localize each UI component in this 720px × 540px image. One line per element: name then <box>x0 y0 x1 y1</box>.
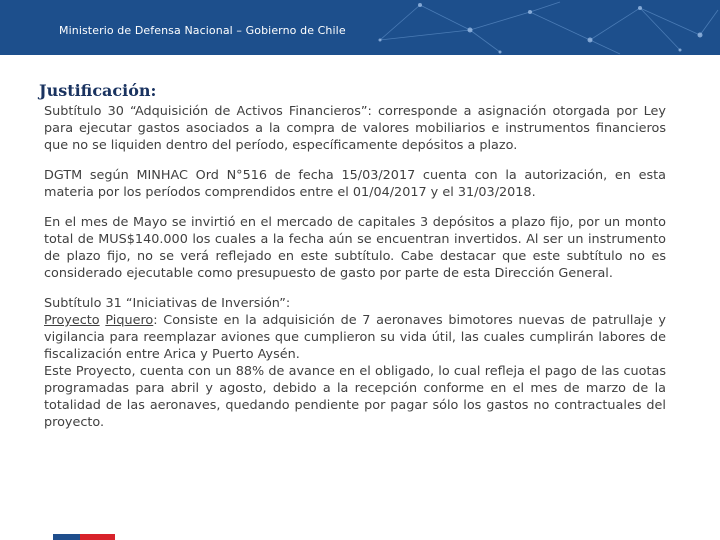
paragraph-subtitulo-30: Subtítulo 30 “Adquisición de Activos Financieros”: corresponde a asignación otorgada por Ley para ejecutar gastos asociados a la compra de valores mobiliarios e instrumentos financieros que no se liquiden dentro del período, específicamente depósitos a plazo. <box>44 104 666 153</box>
project-word: Proyecto <box>44 313 100 328</box>
flag-stripe-red <box>80 534 115 540</box>
paragraph-avance: Este Proyecto, cuenta con un 88% de avance en el obligado, lo cual refleja el pago de las cuotas programadas para abril y agosto, debido a la recepción conforme en el mes de marzo de la totalidad de las aeronaves, quedando pendiente por pagar sólo los gastos no contractuales del proyecto. <box>44 364 666 430</box>
body-text <box>44 103 666 431</box>
paragraph-inversion: En el mes de Mayo se invirtió en el mercado de capitales 3 depósitos a plazo fijo, por un monto total de MUS$140.000 los cuales a la fecha aún se encuentran invertidos. Al ser un instrumento de plazo fijo, no se verá reflejado en este subtítulo. Cabe destacar que este subtítulo no es considerado ejecutable como presupuesto de gasto por parte de esta Dirección General. <box>44 215 666 281</box>
ministry-label: Ministerio de Defensa Nacional – Gobierno de Chile <box>59 24 346 37</box>
project-description: : Consiste en la adquisición de 7 aeronaves bimotores nuevas de patrullaje y vigilancia para reemplazar aviones que cumplieron su vida útil, las cuales cumplirán labores de fiscalización entre Arica y Puerto Aysén. <box>44 313 666 362</box>
paragraph-dgtm: DGTM según MINHAC Ord N°516 de fecha 15/03/2017 cuenta con la autorización, en esta materia por los períodos comprendidos entre el 01/04/2017 y el 31/03/2018. <box>44 168 666 200</box>
section-title: Justificación: <box>39 81 157 100</box>
project-name: Piquero <box>105 313 154 328</box>
paragraph-proyecto-piquero <box>44 312 666 363</box>
flag-stripe-blue <box>53 534 80 540</box>
paragraph-subtitulo-31-heading: Subtítulo 31 “Iniciativas de Inversión”: <box>44 296 291 311</box>
header-banner <box>0 0 720 55</box>
